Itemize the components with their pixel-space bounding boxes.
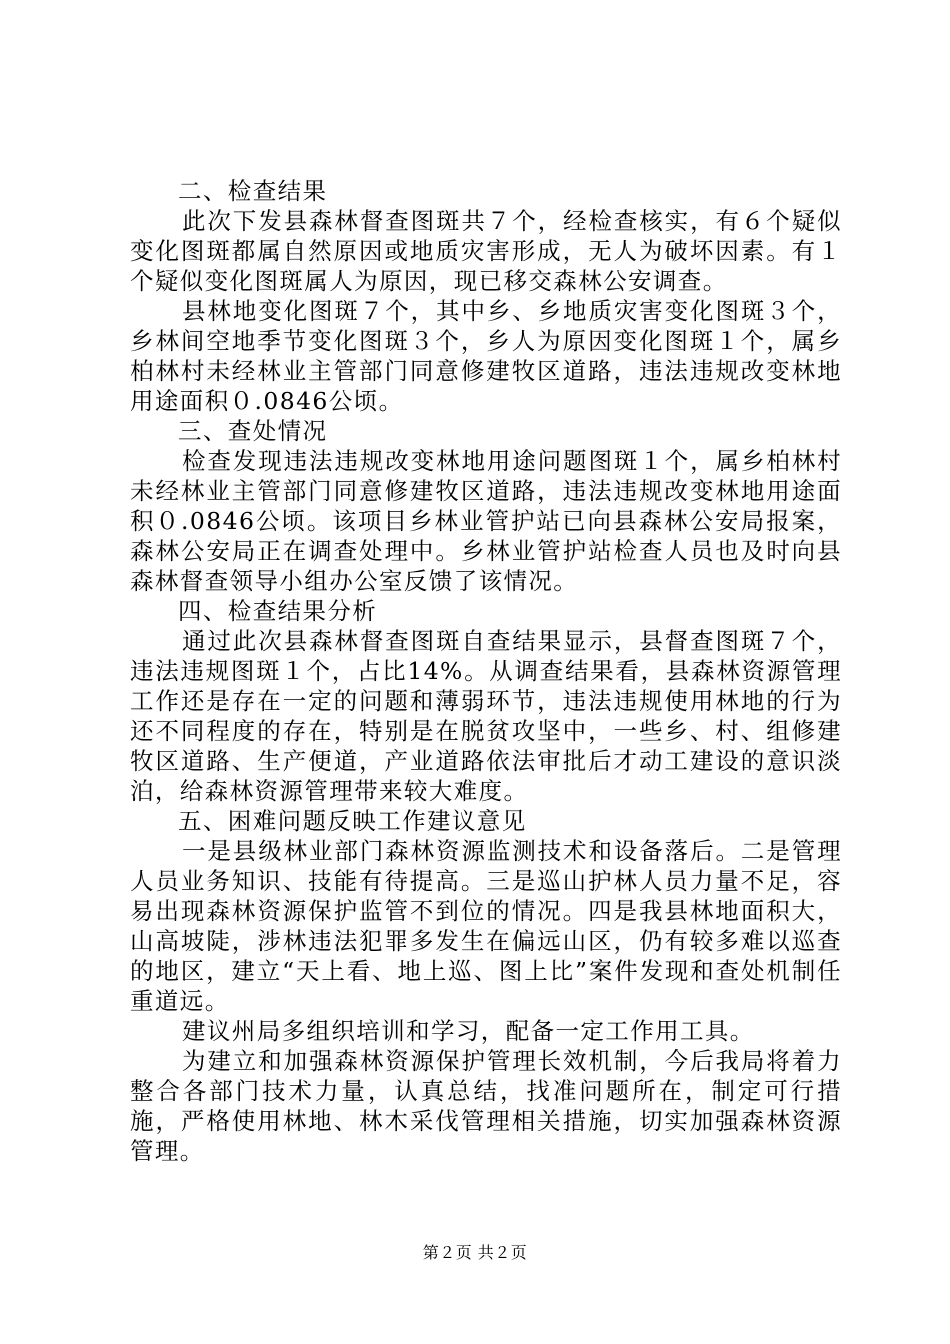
section-heading-analysis: 四、检查结果分析	[178, 597, 378, 625]
paragraph-problems: 一是县级林业部门森林资源监测技术和设备落后。二是管理人员业务知识、技能有待提高。三是巡山护林人员力量不足，容易出现森林资源保护监管不到位的情况。四是我县林地面积大，山高坡陡，涉林违法犯罪多发生在偏远山区，仍有较多难以巡查的地区，建立“天上看、地上巡、图上比”案件发现和查处机制任重道远。	[130, 837, 842, 1015]
page-footer	[0, 1243, 950, 1263]
document-body	[130, 176, 842, 1166]
section-heading-handling: 三、查处情况	[178, 417, 328, 445]
paragraph-results-summary: 此次下发县森林督查图斑共７个，经检查核实，有６个疑似变化图斑都属自然原因或地质灾害形成，无人为破坏因素。有１个疑似变化图斑属人为原因，现已移交森林公安调查。	[130, 207, 842, 295]
paragraph-suggestion: 建议州局多组织培训和学习，配备一定工作用工具。	[182, 1017, 755, 1045]
section-heading-results: 二、检查结果	[178, 177, 328, 205]
paragraph-handling: 检查发现违法违规改变林地用途问题图斑１个，属乡柏林村未经林业主管部门同意修建牧区道路，违法违规改变林地用途面积０.0846公顷。该项目乡林业管护站已向县森林公安局报案，森林公安局正在调查处理中。乡林业管护站检查人员也及时向县森林督查领导小组办公室反馈了该情况。	[130, 447, 842, 595]
paragraph-analysis: 通过此次县森林督查图斑自查结果显示，县督查图斑７个，违法违规图斑１个，占比14%。从调查结果看，县森林资源管理工作还是存在一定的问题和薄弱环节，违法违规使用林地的行为还不同程度的存在，特别是在脱贫攻坚中，一些乡、村、组修建牧区道路、生产便道，产业道路依法审批后才动工建设的意识淡泊，给森林资源管理带来较大难度。	[130, 627, 842, 805]
page-number: 第２页	[422, 1243, 473, 1262]
page-total: 共２页	[477, 1243, 528, 1262]
paragraph-conclusion: 为建立和加强森林资源保护管理长效机制，今后我局将着力整合各部门技术力量，认真总结，找准问题所在，制定可行措施，严格使用林地、林木采伐管理相关措施，切实加强森林资源管理。	[130, 1047, 842, 1165]
section-heading-problems: 五、困难问题反映工作建议意见	[178, 807, 527, 835]
paragraph-county-changes: 县林地变化图斑７个，其中乡、乡地质灾害变化图斑３个，乡林间空地季节变化图斑３个，乡人为原因变化图斑１个，属乡柏林村未经林业主管部门同意修建牧区道路，违法违规改变林地用途面积０.0846公顷。	[130, 297, 842, 415]
